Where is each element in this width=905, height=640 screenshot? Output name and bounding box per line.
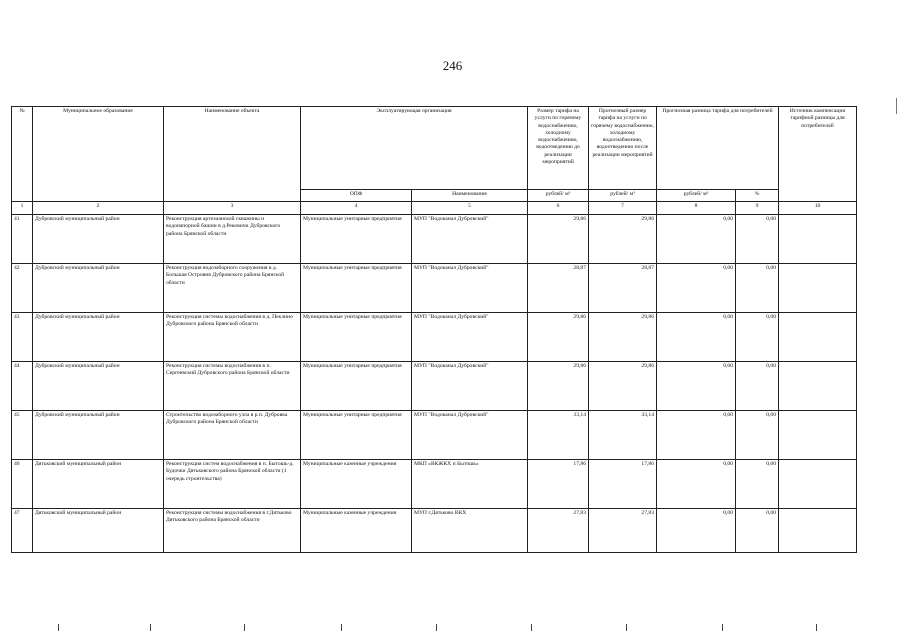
row-municipality: Дубровский муниципальный район xyxy=(33,215,164,264)
row-opf: Муниципальные унитарные предприятия xyxy=(301,215,412,264)
row-tariff-before: 29,86 xyxy=(528,362,589,411)
row-object: Реконструкция артезианской скважины и водонапорной башни в д.Рековичи Дубровского района Брянской области xyxy=(164,215,301,264)
row-tariff-after: 27,83 xyxy=(589,509,657,553)
column-number-row xyxy=(12,202,857,215)
column-number: 10 xyxy=(779,202,857,215)
row-num: 44 xyxy=(12,362,33,411)
row-municipality: Дятьковский муниципальный район xyxy=(33,509,164,553)
header-tariff-forecast: Прогнозный размер тарифа на услуги по горячему водоснабжению, холодному водоснабжению, водоотведению после реализации мероприятий xyxy=(589,107,657,190)
row-object: Реконструкция системы водоснабжения в г.Дятьково Дятьковского района Брянской области xyxy=(164,509,301,553)
header-source: Источник компенсации тарифной разницы для потребителей xyxy=(779,107,857,202)
header-unit-7: рублей/ м³ xyxy=(589,190,657,202)
row-municipality: Дятьковский муниципальный район xyxy=(33,460,164,509)
table-row xyxy=(12,460,857,509)
table-row xyxy=(12,509,857,553)
scan-tick xyxy=(150,624,151,631)
header-unit-8: рублей/ м³ xyxy=(657,190,736,202)
row-municipality: Дубровский муниципальный район xyxy=(33,264,164,313)
row-diff-rub: 0,00 xyxy=(657,362,736,411)
row-source xyxy=(779,460,857,509)
row-tariff-after: 29,86 xyxy=(589,313,657,362)
row-tariff-before: 27,83 xyxy=(528,509,589,553)
header-num: № xyxy=(12,107,33,202)
row-num: 45 xyxy=(12,411,33,460)
header-operator: Эксплуатирующая организация xyxy=(301,107,528,190)
scan-tick xyxy=(531,624,532,631)
row-operator-name: МУП г.Дятьково ВКХ xyxy=(412,509,528,553)
table-row xyxy=(12,411,857,460)
scan-tick xyxy=(816,624,817,631)
row-num: 47 xyxy=(12,509,33,553)
row-tariff-after: 29,86 xyxy=(589,362,657,411)
scan-tick-marks xyxy=(0,624,905,634)
row-opf: Муниципальные унитарные предприятия xyxy=(301,411,412,460)
row-diff-rub: 0,00 xyxy=(657,460,736,509)
row-diff-pct: 0,00 xyxy=(736,509,779,553)
row-operator-name: МУП "Водоканал Дубровский" xyxy=(412,215,528,264)
column-number: 1 xyxy=(12,202,33,215)
row-opf: Муниципальные унитарные предприятия xyxy=(301,362,412,411)
row-operator-name: МУП "Водоканал Дубровский" xyxy=(412,362,528,411)
column-number: 8 xyxy=(657,202,736,215)
table-row xyxy=(12,264,857,313)
row-tariff-before: 17,86 xyxy=(528,460,589,509)
row-diff-pct: 0,00 xyxy=(736,362,779,411)
row-source xyxy=(779,411,857,460)
row-diff-pct: 0,00 xyxy=(736,313,779,362)
header-opf: ОПФ xyxy=(301,190,412,202)
header-unit-6: рублей/ м³ xyxy=(528,190,589,202)
column-number: 7 xyxy=(589,202,657,215)
row-opf: Муниципальные унитарные предприятия xyxy=(301,264,412,313)
row-source xyxy=(779,509,857,553)
row-source xyxy=(779,215,857,264)
row-tariff-before: 28,87 xyxy=(528,264,589,313)
row-diff-rub: 0,00 xyxy=(657,215,736,264)
row-diff-rub: 0,00 xyxy=(657,509,736,553)
row-diff-rub: 0,00 xyxy=(657,313,736,362)
scan-tick xyxy=(244,624,245,631)
row-num: 43 xyxy=(12,313,33,362)
column-number: 5 xyxy=(412,202,528,215)
row-municipality: Дубровский муниципальный район xyxy=(33,313,164,362)
scan-tick xyxy=(58,624,59,631)
row-diff-rub: 0,00 xyxy=(657,411,736,460)
header-tariff-diff: Прогнозная разница тарифа для потребителей xyxy=(657,107,779,190)
row-tariff-after: 29,86 xyxy=(589,215,657,264)
table-row xyxy=(12,362,857,411)
header-unit-9: % xyxy=(736,190,779,202)
column-number: 3 xyxy=(164,202,301,215)
scan-tick xyxy=(626,624,627,631)
row-municipality: Дубровский муниципальный район xyxy=(33,411,164,460)
row-diff-pct: 0,00 xyxy=(736,215,779,264)
row-tariff-after: 17,86 xyxy=(589,460,657,509)
header-row xyxy=(12,107,857,190)
row-tariff-before: 29,86 xyxy=(528,313,589,362)
scan-tick xyxy=(436,624,437,631)
row-opf: Муниципальные унитарные предприятия xyxy=(301,313,412,362)
header-municipality: Муниципальное образование xyxy=(33,107,164,202)
column-number: 4 xyxy=(301,202,412,215)
row-tariff-before: 29,86 xyxy=(528,215,589,264)
row-diff-rub: 0,00 xyxy=(657,264,736,313)
row-municipality: Дубровский муниципальный район xyxy=(33,362,164,411)
row-object: Строительство водозаборного узла в р.п. Дубровка Дубровского района Брянской области xyxy=(164,411,301,460)
row-tariff-after: 33,14 xyxy=(589,411,657,460)
row-tariff-before: 33,14 xyxy=(528,411,589,460)
row-source xyxy=(779,313,857,362)
row-operator-name: МУП "Водоканал Дубровский" xyxy=(412,264,528,313)
column-number: 2 xyxy=(33,202,164,215)
column-number: 6 xyxy=(528,202,589,215)
page-number: 246 xyxy=(442,58,463,73)
row-opf: Муниципальные казенные учреждения xyxy=(301,460,412,509)
scan-edge-mark xyxy=(896,98,897,114)
row-diff-pct: 0,00 xyxy=(736,460,779,509)
row-source xyxy=(779,264,857,313)
row-num: 41 xyxy=(12,215,33,264)
row-object: Реконструкция системы водоснабжения в д. Пеклино Дубровского района Брянской области xyxy=(164,313,301,362)
column-number: 9 xyxy=(736,202,779,215)
scan-tick xyxy=(722,624,723,631)
row-operator-name: МУП "Водоканал Дубровский" xyxy=(412,313,528,362)
tariff-table xyxy=(11,106,857,553)
row-object: Реконструкция систем водоснабжения в п. Бытошь-д. Будочки Дятьковского района Брянской области (1 очередь строительства) xyxy=(164,460,301,509)
scan-tick xyxy=(341,624,342,631)
row-tariff-after: 28,87 xyxy=(589,264,657,313)
header-tariff-size: Размер тарифа на услуги по горячему водоснабжению, холодному водоснабжению, водоотведению до реализации мероприятий xyxy=(528,107,589,190)
table-row xyxy=(12,313,857,362)
row-object: Реконструкция системы водоснабжения в п. Сергеевский Дубровского района Брянской области xyxy=(164,362,301,411)
header-object: Наименование объекта xyxy=(164,107,301,202)
row-diff-pct: 0,00 xyxy=(736,264,779,313)
row-num: 42 xyxy=(12,264,33,313)
row-source xyxy=(779,362,857,411)
row-opf: Муниципальные казенные учреждения xyxy=(301,509,412,553)
row-operator-name: МУП "Водоканал Дубровский" xyxy=(412,411,528,460)
row-num: 46 xyxy=(12,460,33,509)
header-name: Наименование xyxy=(412,190,528,202)
row-operator-name: МКП «ВКЖКХ п Бытошь» xyxy=(412,460,528,509)
row-object: Реконструкция водозаборного сооружения в д. Большая Островня Дубровского района Брянской области xyxy=(164,264,301,313)
table-row xyxy=(12,215,857,264)
row-diff-pct: 0,00 xyxy=(736,411,779,460)
